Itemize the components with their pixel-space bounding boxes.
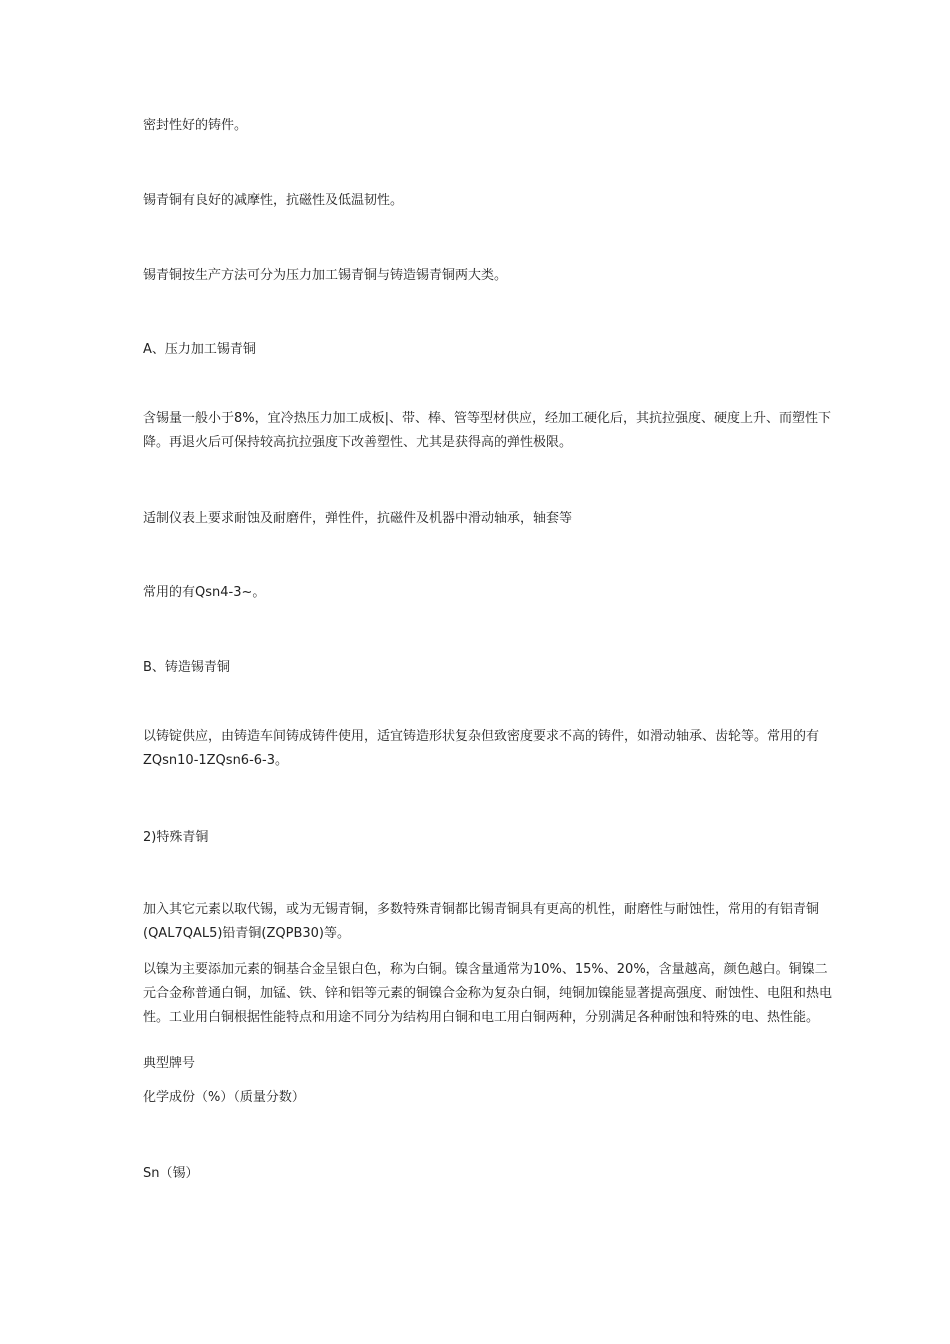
paragraph-ingot-supply: 以铸锭供应，由铸造车间铸成铸件使用，适宜铸造形状复杂但致密度要求不高的铸件，如滑动轴承、齿轮等。常用的有ZQsn10-1ZQsn6-6-3。 [143,729,820,768]
label-typical-grade: 典型牌号 [143,1056,196,1071]
heading-cast-tin-bronze: B、铸造锡青铜 [143,660,230,675]
heading-special-bronze: 2)特殊青铜 [143,830,209,845]
paragraph-white-copper: 以镍为主要添加元素的铜基合金呈银白色，称为白铜。镍含量通常为10%、15%、20%，含量越高，颜色越白。铜镍二元合金称普通白铜，加锰、铁、锌和铝等元素的铜镍合金称为复杂白铜，纯铜加镍能显著提高强度、耐蚀性、电阻和热电性。工业用白铜根据性能特点和用途不同分为结构用白铜和电工用白铜两种，分别满足各种耐蚀和特殊的电、热性能。 [143,962,833,1025]
paragraph-applications: 适制仪表上要求耐蚀及耐磨件，弹性件，抗磁件及机器中滑动轴承，轴套等 [143,511,573,526]
paragraph-tin-bronze-classification: 锡青铜按生产方法可分为压力加工锡青铜与铸造锡青铜两大类。 [143,268,508,283]
heading-pressure-worked-tin-bronze: A、压力加工锡青铜 [143,342,256,357]
paragraph-tin-bronze-properties: 锡青铜有良好的减摩性，抗磁性及低温韧性。 [143,193,404,208]
paragraph-sealed-castings: 密封性好的铸件。 [143,118,248,133]
label-sn-tin: Sn（锡） [143,1166,199,1181]
paragraph-tin-content: 含锡量一般小于8%，宜冷热压力加工成板|、带、棒、管等型材供应，经加工硬化后，其抗拉强度、硬度上升、而塑性下降。再退火后可保持较高抗拉强度下改善塑性、尤其是获得高的弹性极限。 [143,411,832,450]
paragraph-common-grade-qsn: 常用的有Qsn4-3~。 [143,585,266,600]
label-chemical-composition: 化学成份（%）（质量分数） [143,1090,305,1105]
paragraph-special-bronze-description: 加入其它元素以取代锡，或为无锡青铜，多数特殊青铜都比锡青铜具有更高的机性，耐磨性与耐蚀性，常用的有铝青铜(QAL7QAL5)铅青铜(ZQPB30)等。 [143,902,820,941]
